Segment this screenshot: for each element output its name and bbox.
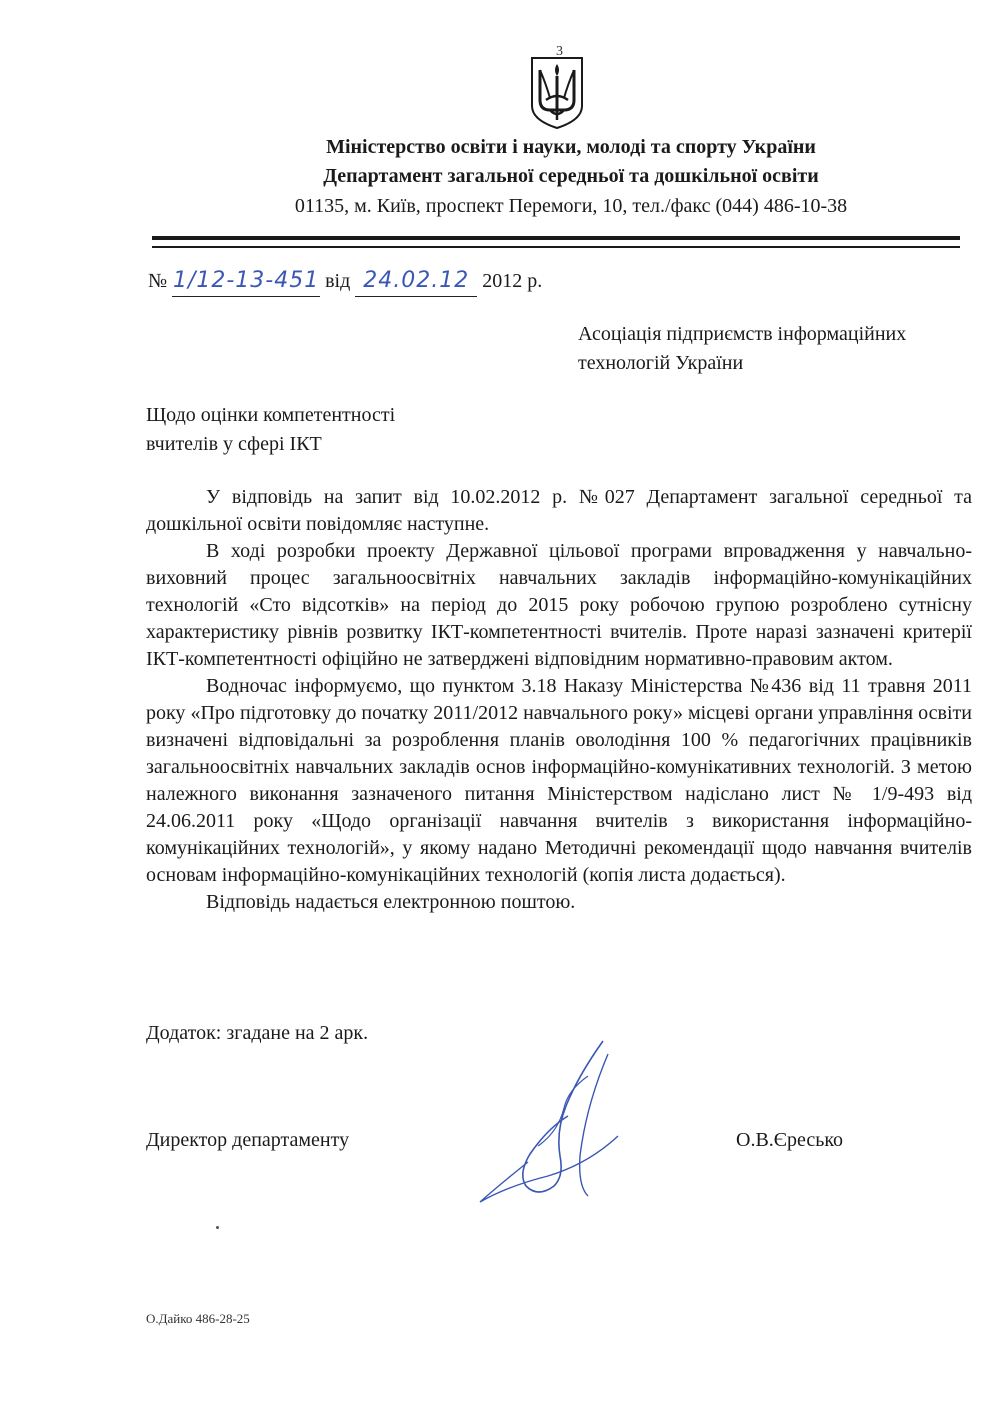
signatory-name: О.В.Єресько <box>736 1129 844 1151</box>
ministry-address: 01135, м. Київ, проспект Перемоги, 10, тел./факс (044) 486-10-38 <box>294 195 848 217</box>
addressee-line: Асоціація підприємств інформаційних <box>578 323 907 345</box>
letterhead <box>150 133 992 222</box>
stray-mark <box>216 1226 219 1229</box>
department-name: Департамент загальної середньої та дошкільної освіти <box>323 165 819 187</box>
body-paragraph: В ході розробки проекту Державної цільової програми впровадження у навчально-виховний процес загальноосвітніх навчальних закладів інформаційно-комунікаційних технологій «Сто відсотків» на період до 2015 року робочою групою розроблено сутнісну характеристику рівнів розвитку ІКТ-компетентності вчителів. Проте наразі зазначені критерії ІКТ-компетентності офіційно не затверджені відповідним нормативно-правовим актом. <box>146 540 972 670</box>
registration-line <box>148 266 542 297</box>
footer-contact: О.Дайко 486-28-25 <box>146 1311 250 1326</box>
number-prefix: № <box>148 270 168 292</box>
addressee-block <box>578 320 906 378</box>
body-paragraph: Відповідь надається електронною поштою. <box>206 891 576 913</box>
letter-body <box>146 484 972 916</box>
subject-line: Щодо оцінки компетентності <box>146 404 396 426</box>
from-label: від <box>325 270 351 292</box>
body-paragraph: Водночас інформуємо, що пунктом 3.18 Наказу Міністерства №436 від 11 травня 2011 року «Про підготовку до початку 2011/2012 навчального року» місцеві органи управління освіти визначені відповідальні за розроблення планів оволодіння 100 % педагогічних працівників загальноосвітніх навчальних закладів основ інформаційно-комунікативних технологій. З метою належного виконання зазначеного питання Міністерством надіслано лист № 1/9-493 від 24.06.2011 року «Щодо організації навчання вчителів з використання інформаційно-комунікаційних технологій», у якому надано Методичні рекомендації щодо навчання вчителів основам інформаційно-комунікаційних технологій (копія листа додається). <box>146 675 972 886</box>
letterhead-rule-thick <box>152 236 960 240</box>
letterhead-rule-thin <box>152 246 960 248</box>
ministry-name: Міністерство освіти і науки, молоді та спорту України <box>326 136 816 158</box>
attachment-note: Додаток: згадане на 2 арк. <box>146 1022 369 1044</box>
addressee-line: технологій України <box>578 352 744 374</box>
subject-block <box>146 401 395 459</box>
subject-line: вчителів у сфері ІКТ <box>146 433 322 455</box>
outgoing-number: 1/12-13-451 <box>172 266 320 297</box>
body-paragraph: У відповідь на запит від 10.02.2012 р. №027 Департамент загальної середньої та дошкільної освіти повідомляє наступне. <box>146 486 972 535</box>
trident-emblem-icon <box>528 54 586 130</box>
year-suffix: 2012 р. <box>482 270 543 292</box>
outgoing-date: 24.02.12 <box>355 266 477 297</box>
handwritten-signature <box>468 1036 638 1206</box>
page-number: 3 <box>556 44 563 59</box>
signatory-title: Директор департаменту <box>146 1129 350 1151</box>
